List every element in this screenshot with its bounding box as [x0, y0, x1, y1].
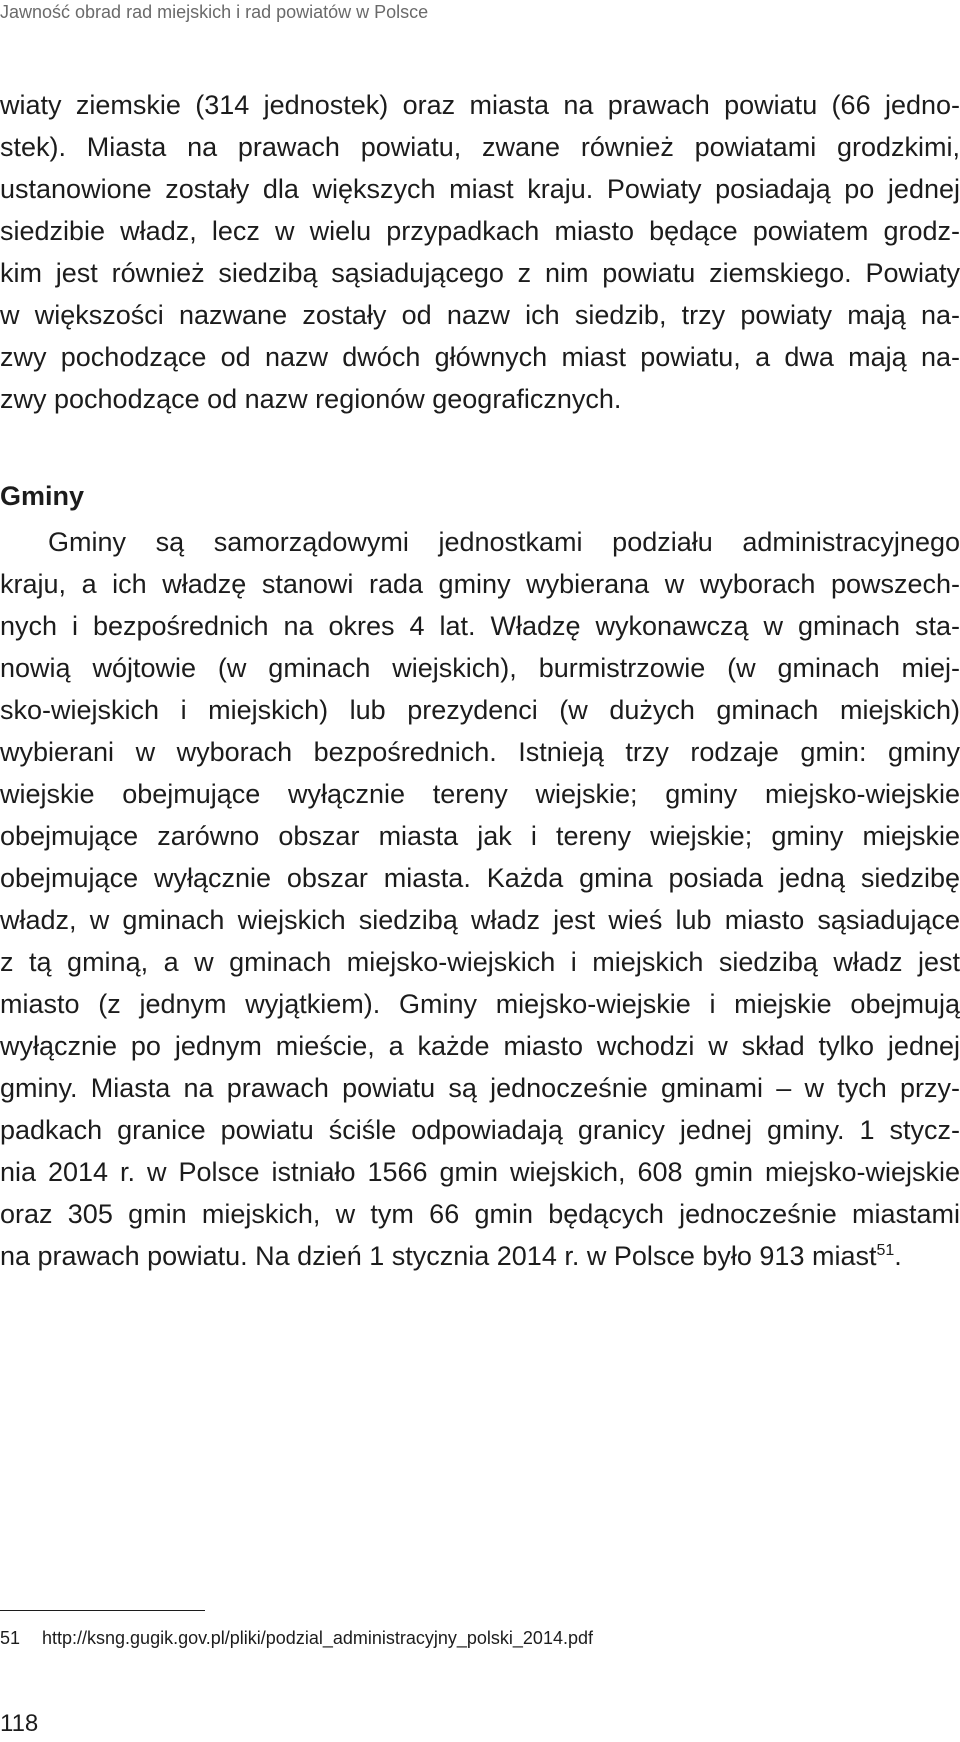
text-line: obejmujące zarówno obszar miasta jak i tereny wiejskie; gminy miejskie [0, 821, 960, 851]
last-line-period: . [894, 1241, 902, 1271]
footnote-link[interactable]: http://ksng.gugik.gov.pl/pliki/podzial_administracyjny_polski_2014.pdf [42, 1628, 593, 1648]
page-number: 118 [0, 1710, 39, 1737]
text-line: w większości nazwane zostały od nazw ich siedzib, trzy powiaty mają na- [0, 300, 960, 330]
last-line-text: na prawach powiatu. Na dzień 1 stycznia 2014 r. w Polsce było 913 miast [0, 1241, 877, 1271]
text-line: gminy. Miasta na prawach powiatu są jednocześnie gminami – w tych przy- [0, 1073, 960, 1103]
footnote-separator [0, 1610, 205, 1611]
text-line: zwy pochodzące od nazw dwóch głównych miast powiatu, a dwa mają na- [0, 342, 960, 372]
text-line: obejmujące wyłącznie obszar miasta. Każda gmina posiada jedną siedzibę [0, 863, 960, 893]
text-line: władz, w gminach wiejskich siedzibą władz jest wieś lub miasto sąsiadujące [0, 905, 960, 935]
footnote [0, 1626, 593, 1650]
text-line: wiejskie obejmujące wyłącznie tereny wiejskie; gminy miejsko-wiejskie [0, 779, 960, 809]
text-line-last [0, 1235, 960, 1277]
text-line: kim jest również siedzibą sąsiadującego z nim powiatu ziemskiego. Powiaty [0, 258, 960, 288]
text-line: wiaty ziemskie (314 jednostek) oraz miasta na prawach powiatu (66 jedno- [0, 90, 960, 120]
body-paragraph-powiaty [0, 84, 960, 420]
text-line: padkach granice powiatu ściśle odpowiadają granicy jednej gminy. 1 stycz- [0, 1115, 960, 1145]
text-line: Gminy są samorządowymi jednostkami podziału administracyjnego [48, 527, 960, 557]
text-line: siedzibie władz, lecz w wielu przypadkach miasto będące powiatem grodz- [0, 216, 960, 246]
text-line: kraju, a ich władzę stanowi rada gminy wybierana w wyborach powszech- [0, 569, 960, 599]
running-header: Jawność obrad rad miejskich i rad powiatów w Polsce [0, 2, 429, 22]
footnote-reference[interactable]: 51 [876, 1242, 895, 1259]
text-line: oraz 305 gmin miejskich, w tym 66 gmin będących jednocześnie miastami [0, 1199, 960, 1229]
text-line: z tą gminą, a w gminach miejsko-wiejskich i miejskich siedzibą władz jest [0, 947, 960, 977]
body-paragraph-gminy [0, 521, 960, 1277]
text-line: nia 2014 r. w Polsce istniało 1566 gmin wiejskich, 608 gmin miejsko-wiejskie [0, 1157, 960, 1187]
footnote-number: 51 [0, 1628, 21, 1648]
text-line: wybierani w wyborach bezpośrednich. Istnieją trzy rodzaje gmin: gminy [0, 737, 960, 767]
section-heading-gminy: Gminy [0, 481, 85, 511]
text-line: ustanowione zostały dla większych miast kraju. Powiaty posiadają po jednej [0, 174, 960, 204]
text-line: nych i bezpośrednich na okres 4 lat. Władzę wykonawczą w gminach sta- [0, 611, 960, 641]
text-line: wyłącznie po jednym mieście, a każde miasto wchodzi w skład tylko jednej [0, 1031, 960, 1061]
text-line: nowią wójtowie (w gminach wiejskich), burmistrzowie (w gminach miej- [0, 653, 960, 683]
text-line: stek). Miasta na prawach powiatu, zwane również powiatami grodzkimi, [0, 132, 960, 162]
text-line: sko-wiejskich i miejskich) lub prezydenci (w dużych gminach miejskich) [0, 695, 960, 725]
text-line: miasto (z jednym wyjątkiem). Gminy miejsko-wiejskie i miejskie obejmują [0, 989, 960, 1019]
text-line: zwy pochodzące od nazw regionów geograficznych. [0, 384, 622, 414]
